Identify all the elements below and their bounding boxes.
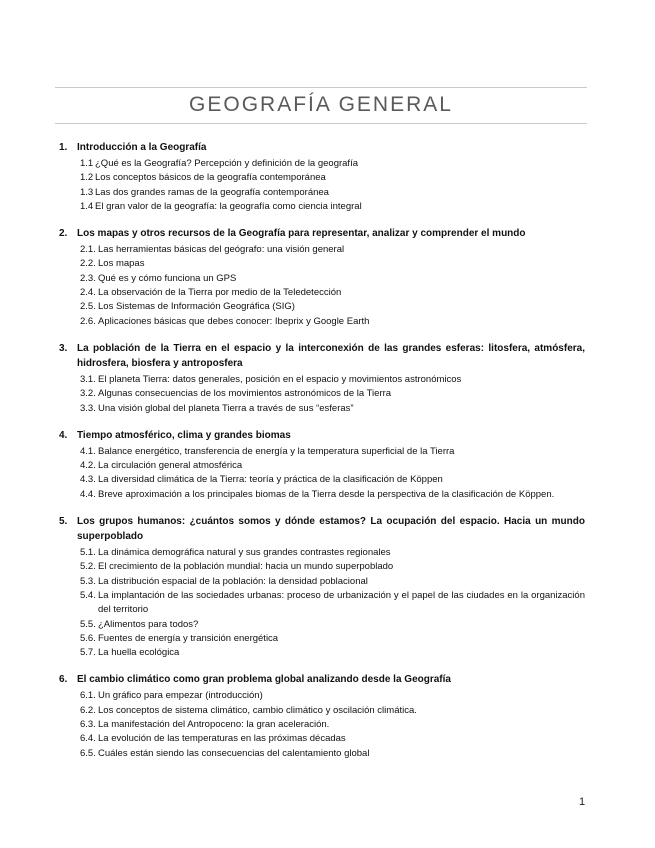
toc-item — [0, 632, 585, 646]
item-number: 2.6. — [80, 315, 96, 327]
item-text: La implantación de las sociedades urbanas: proceso de urbanización y el papel de las ciudades en la organización del territorio — [98, 589, 585, 616]
item-number: 1.2 — [80, 172, 94, 184]
section-items — [0, 243, 655, 329]
item-number: 2.5. — [80, 301, 96, 313]
item-text: Fuentes de energía y transición energética — [98, 632, 279, 644]
toc-item — [0, 387, 585, 401]
item-number: 2.1. — [80, 244, 96, 256]
section-heading — [0, 140, 585, 155]
item-text: Los Sistemas de Información Geográfica (SIG) — [98, 301, 295, 313]
section-items — [0, 445, 655, 502]
section-heading — [0, 514, 585, 544]
section-number: 6. — [59, 674, 68, 686]
toc-item — [0, 473, 585, 487]
item-text: Qué es y cómo funciona un GPS — [98, 272, 237, 284]
section-title: La población de la Tierra en el espacio y la interconexión de las grandes esferas: litosfera, atmósfera, hidrosfera, biosfera y antroposfera — [77, 342, 585, 369]
toc-section — [0, 672, 655, 760]
toc-item — [0, 300, 585, 314]
section-number: 3. — [59, 342, 68, 354]
item-text: Los conceptos básicos de la geografía contemporánea — [95, 172, 326, 184]
toc-item — [0, 747, 585, 761]
toc-item — [0, 718, 585, 732]
table-of-contents — [0, 140, 655, 773]
item-text: La observación de la Tierra por medio de la Teledetección — [98, 287, 342, 299]
toc-item — [0, 402, 585, 416]
item-number: 6.5. — [80, 747, 96, 759]
item-text: Los mapas — [98, 258, 145, 270]
item-number: 3.1. — [80, 373, 96, 385]
item-text: Algunas consecuencias de los movimientos astronómicos de la Tierra — [98, 388, 392, 400]
toc-item — [0, 488, 585, 502]
item-text: Los conceptos de sistema climático, cambio climático y oscilación climática. — [98, 704, 417, 716]
item-number: 4.3. — [80, 474, 96, 486]
page-number: 1 — [579, 796, 586, 808]
item-number: 5.4. — [80, 589, 96, 601]
item-number: 5.2. — [80, 561, 96, 573]
item-number: 1.4 — [80, 200, 94, 212]
item-number: 4.2. — [80, 460, 96, 472]
toc-item — [0, 445, 585, 459]
toc-item — [0, 646, 585, 660]
item-text: La diversidad climática de la Tierra: teoría y práctica de la clasificación de Köppen — [98, 474, 443, 486]
item-number: 3.3. — [80, 402, 96, 414]
section-number: 1. — [59, 142, 68, 153]
item-number: 6.2. — [80, 704, 96, 716]
item-number: 2.2. — [80, 258, 96, 270]
item-number: 4.4. — [80, 488, 96, 500]
item-number: 5.6. — [80, 632, 96, 644]
item-text: Las dos grandes ramas de la geografía contemporánea — [95, 186, 329, 198]
item-number: 5.7. — [80, 647, 96, 659]
item-text: El gran valor de la geografía: la geografía como ciencia integral — [95, 200, 362, 212]
section-heading — [0, 672, 585, 687]
section-title: Los mapas y otros recursos de la Geografía para representar, analizar y comprender el mundo — [77, 228, 526, 240]
item-number: 5.3. — [80, 575, 96, 587]
toc-item — [0, 732, 585, 746]
toc-item — [0, 272, 585, 286]
item-text: La dinámica demográfica natural y sus grandes contrastes regionales — [98, 547, 391, 559]
item-text: El crecimiento de la población mundial: hacia un mundo superpoblado — [98, 561, 394, 573]
section-items — [0, 546, 655, 660]
toc-item — [0, 200, 585, 214]
section-heading — [0, 428, 585, 443]
toc-item — [0, 186, 585, 200]
toc-item — [0, 560, 585, 574]
toc-section — [0, 140, 655, 214]
item-text: Cuáles están siendo las consecuencias del calentamiento global — [98, 747, 370, 759]
section-title: Los grupos humanos: ¿cuántos somos y dónde estamos? La ocupación del espacio. Hacia un mundo superpoblado — [77, 516, 585, 543]
item-text: Una visión global del planeta Tierra a través de sus “esferas” — [98, 402, 354, 414]
item-number: 6.1. — [80, 690, 96, 702]
toc-item — [0, 171, 585, 185]
toc-section — [0, 226, 655, 329]
toc-item — [0, 459, 585, 473]
toc-section — [0, 428, 655, 502]
item-number: 1.1 — [80, 158, 94, 169]
title-top-rule — [55, 87, 587, 88]
item-text: ¿Alimentos para todos? — [98, 618, 199, 630]
item-number: 4.1. — [80, 445, 96, 457]
item-text: Aplicaciones básicas que debes conocer: Ibeprix y Google Earth — [98, 315, 370, 327]
item-text: La evolución de las temperaturas en las próximas décadas — [98, 733, 346, 745]
section-number: 5. — [59, 516, 68, 528]
item-text: ¿Qué es la Geografía? Percepción y definición de la geografía — [95, 158, 358, 169]
item-text: El planeta Tierra: datos generales, posición en el espacio y movimientos astronómicos — [98, 373, 462, 385]
item-number: 1.3 — [80, 186, 94, 198]
document-title: GEOGRAFÍA GENERAL — [189, 93, 453, 116]
section-number: 4. — [59, 429, 68, 441]
item-number: 6.3. — [80, 719, 96, 731]
section-items — [0, 157, 655, 214]
item-text: Las herramientas básicas del geógrafo: una visión general — [98, 244, 345, 256]
toc-section — [0, 341, 655, 416]
section-title: Introducción a la Geografía — [77, 142, 207, 153]
section-heading — [0, 341, 585, 371]
toc-item — [0, 575, 585, 589]
toc-section — [0, 514, 655, 660]
toc-item — [0, 243, 585, 257]
item-number: 2.4. — [80, 287, 96, 299]
item-number: 2.3. — [80, 272, 96, 284]
toc-item — [0, 689, 585, 703]
item-text: La circulación general atmosférica — [98, 460, 243, 472]
toc-item — [0, 373, 585, 387]
toc-item — [0, 286, 585, 300]
section-items — [0, 689, 655, 760]
item-text: La distribución espacial de la población: la densidad poblacional — [98, 575, 368, 587]
toc-item — [0, 157, 585, 171]
section-title: El cambio climático como gran problema global analizando desde la Geografía — [77, 674, 451, 686]
item-number: 5.1. — [80, 547, 96, 559]
item-number: 3.2. — [80, 388, 96, 400]
toc-item — [0, 618, 585, 632]
section-number: 2. — [59, 228, 68, 240]
toc-item — [0, 704, 585, 718]
item-text: Balance energético, transferencia de energía y la temperatura superficial de la Tierra — [98, 445, 455, 457]
toc-item — [0, 589, 585, 618]
title-bottom-rule — [55, 123, 587, 124]
item-text: Breve aproximación a los principales biomas de la Tierra desde la perspectiva de la clasificación de Köppen. — [98, 488, 555, 500]
item-text: La huella ecológica — [98, 647, 180, 659]
section-items — [0, 373, 655, 416]
toc-item — [0, 315, 585, 329]
section-heading — [0, 226, 585, 241]
toc-item — [0, 257, 585, 271]
item-number: 6.4. — [80, 733, 96, 745]
item-number: 5.5. — [80, 618, 96, 630]
section-title: Tiempo atmosférico, clima y grandes biomas — [77, 429, 291, 441]
toc-item — [0, 546, 585, 560]
item-text: La manifestación del Antropoceno: la gran aceleración. — [98, 719, 330, 731]
item-text: Un gráfico para empezar (introducción) — [98, 690, 263, 702]
